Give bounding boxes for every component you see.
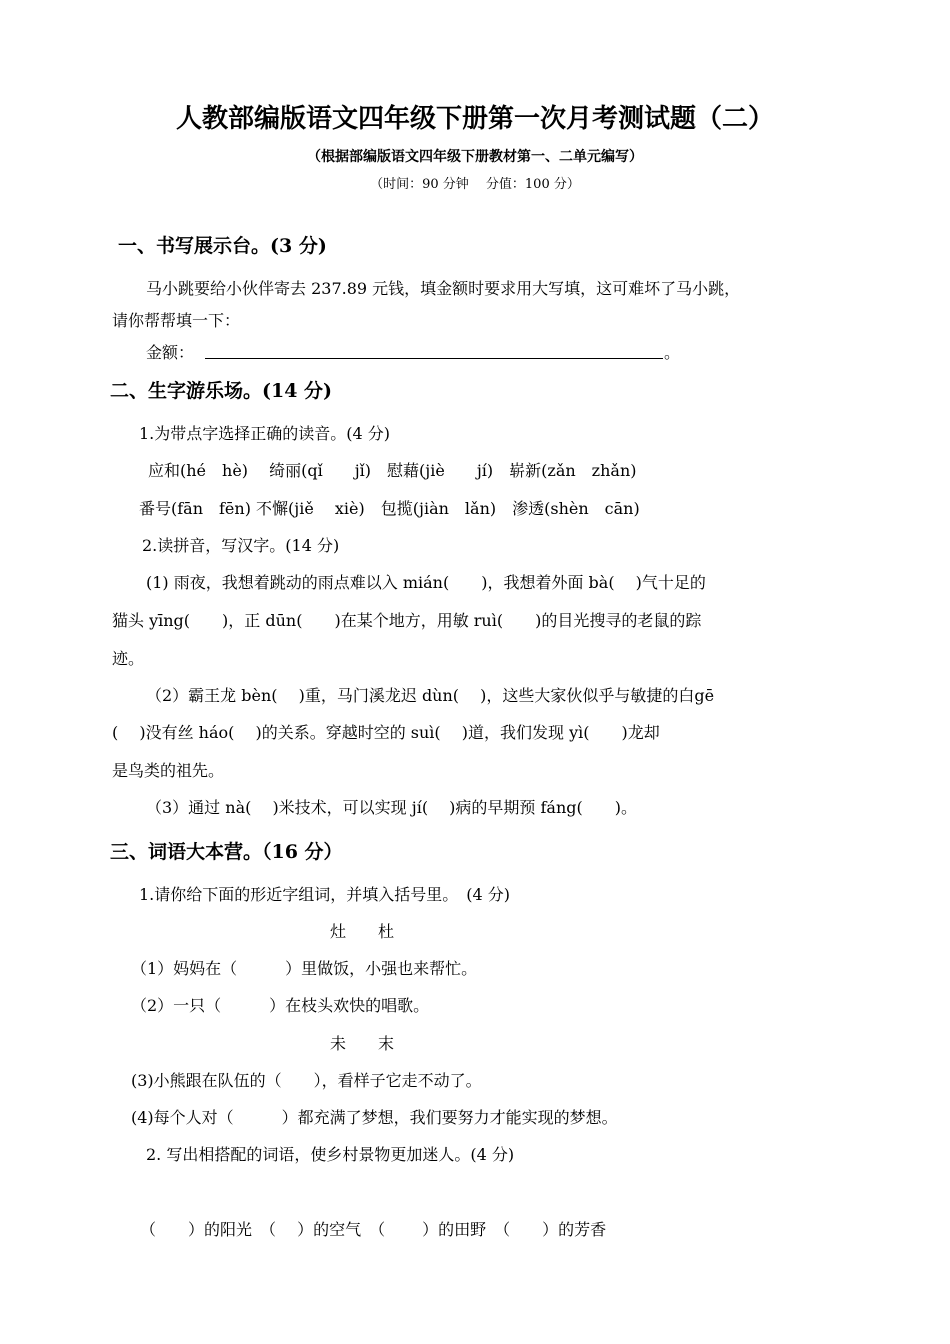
page-subtitle: （根据部编版语文四年级下册教材第一、二单元编写） <box>307 149 643 165</box>
s2-p2-line-2: ( )没有丝 háo( )的关系。穿越时空的 suì( )道，我们发现 yì( )龙却 <box>112 723 660 742</box>
amount-answer-line[interactable] <box>205 358 663 359</box>
s2-p1-line-1: (1) 雨夜，我想着跳动的雨点难以入 mián( )，我想着外面 bà( )气十足的 <box>146 573 706 592</box>
s3-item-3: (3)小熊跟在队伍的（ ），看样子它走不动了。 <box>131 1071 482 1090</box>
s2-p2-line-1: （2）霸王龙 bèn( )重，马门溪龙迟 dùn( )，这些大家伙似乎与敏捷的白gē <box>146 686 715 705</box>
pinyin-row-1: 应和(hé hè) 绮丽(qǐ jǐ) 慰藉(jiè jí) 崭新(zǎn zhǎn) <box>148 461 637 480</box>
page-title: 人教部编版语文四年级下册第一次月考测试题（二） <box>175 104 774 134</box>
section-2-heading: 二、生字游乐场。(14 分) <box>110 380 333 402</box>
s1-paragraph-line-2: 请你帮帮填一下： <box>112 311 241 330</box>
amount-label: 金额： <box>146 343 195 362</box>
s2-p3: （3）通过 nà( )米技术，可以实现 jí( )病的早期预 fáng( )。 <box>146 798 637 817</box>
s3-question-2: 2. 写出相搭配的词语，使乡村景物更加迷人。(4 分) <box>146 1145 515 1164</box>
section-1-heading: 一、书写展示台。(3 分) <box>118 235 327 257</box>
char-pair-1: 灶 杜 <box>330 922 395 941</box>
exam-meta: （时间：90 分钟 分值：100 分） <box>370 177 580 192</box>
s2-p2-line-3: 是鸟类的祖先。 <box>112 761 225 780</box>
pinyin-row-2: 番号(fān fēn) 不懈(jiě xiè) 包揽(jiàn lǎn) 渗透(shèn cān) <box>139 499 640 518</box>
s2-p1-line-2: 猫头 yīng( )，正 dūn( )在某个地方，用敏 ruì( )的目光搜寻的老鼠的踪 <box>112 611 702 630</box>
amount-period: 。 <box>664 343 681 362</box>
s3-item-1: （1）妈妈在（ ）里做饭，小强也来帮忙。 <box>131 959 478 978</box>
s2-p1-line-3: 迹。 <box>112 649 145 668</box>
char-pair-2: 未 末 <box>330 1034 395 1053</box>
s2-question-2: 2.读拼音，写汉字。(14 分) <box>142 536 340 555</box>
s3-question-1: 1.请你给下面的形近字组词，并填入括号里。 (4 分) <box>139 885 511 904</box>
s3-item-4: (4)每个人对（ ）都充满了梦想，我们要努力才能实现的梦想。 <box>131 1108 618 1127</box>
section-3-heading: 三、词语大本营。（16 分） <box>110 841 343 863</box>
s3-fill-row: （ ）的阳光 （ ）的空气 （ ）的田野 （ ）的芳香 <box>140 1220 607 1239</box>
s3-item-2: （2）一只（ ）在枝头欢快的唱歌。 <box>131 996 430 1015</box>
s1-paragraph-line-1: 马小跳要给小伙伴寄去 237.89 元钱，填金额时要求用大写填，这可难坏了马小跳， <box>146 279 741 298</box>
s2-question-1: 1.为带点字选择正确的读音。(4 分) <box>139 424 391 443</box>
